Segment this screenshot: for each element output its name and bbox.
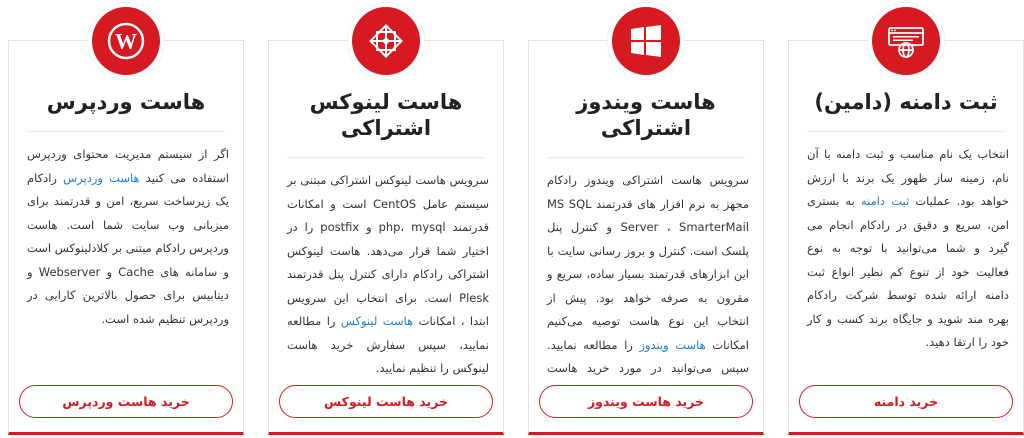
divider [547,157,745,158]
divider [287,157,485,158]
card-windows-hosting [528,40,764,435]
card-linux-hosting [268,40,504,435]
buy-linux-hosting-button[interactable]: خرید هاست لینوکس [279,385,493,418]
card-title: هاست لینوکس اشتراکی [309,90,463,140]
divider [807,131,1005,132]
card-title: هاست وردپرس [46,90,206,114]
divider [27,131,225,132]
centos-icon [352,7,420,75]
windows-icon [612,7,680,75]
buy-windows-hosting-button[interactable]: خرید هاست ویندوز [539,385,753,418]
svg-text:W: W [115,28,137,54]
buy-wordpress-hosting-button[interactable]: خرید هاست وردپرس [19,385,233,418]
domain-icon [872,7,940,75]
windows-hosting-link[interactable]: هاست ویندوز [639,337,706,352]
buy-domain-button[interactable]: خرید دامنه [799,385,1013,418]
card-wordpress-hosting [8,28,244,435]
card-description: انتخاب یک نام مناسب و ثبت دامنه با آن نام، زمینه ساز ظهور یک برند با ارزش خواهد بود. عملیات ثبت دامنه به بستری امن، سریع و دقیق در رادکام انجام می گیرد و شما می‌توانید با توجه به نوع فعالیت خود از تنوع کم نظیر انواع ثبت دامنه ارائه شده توسط شرکت رادکام بهره مند شوید و جایگاه برند کسب و کار خود را ارتقا دهید. [807,147,1009,349]
card-description: سرویس هاست اشتراکی ویندوز رادکام مجهز به نرم افزار های قدرتمند MS SQL Server ، SmarterMail و کنترل پنل پلسک است. کنترل و بروز رسانی سایت با این ابزارهای قدرتمند بسیار ساده، سریع و مقرون به صرفه خواهد بود. پیش از انتخاب این نوع هاست توصیه می‌کنیم امکانات هاست ویندوز را مطالعه نمایید. سپس می‌توانید در مورد خرید هاست [547,173,749,375]
card-domain-registration [788,40,1024,435]
card-title: ثبت دامنه (دامین) [814,90,998,114]
wordpress-icon [92,7,160,75]
card-description: اگر از سیستم مدیریت محتوای وردپرس استفاده می کنید هاست وردپرس رادکام یک زیرساخت سریع، امن و قدرتمند برای میزبانی وب سایت شما است. هاست وردپرس رادکام مبتنی بر کلادلینوکس است و سامانه های Cache و Webserver و دیتابیس برای حصول بالاترین کارایی در وردپرس تنظیم شده است. [27,147,230,326]
card-description: سرویس هاست لینوکس اشتراکی مبتنی بر سیستم عامل CentOS است و امکانات قدرتمند php، mysql و postfix را در اختیار شما قرار می‌دهد. هاست لینوکس اشتراکی رادکام دارای کنترل پنل قدرتمند Plesk است. برای انتخاب این سرویس ابتدا ، امکانات هاست لینوکس را مطالعه نمایید، سپس سفارش خرید هاست لینوکس را تنظیم نمایید. [287,173,489,375]
card-title: هاست ویندوز اشتراکی [576,90,716,140]
linux-hosting-link[interactable]: هاست لینوکس [340,314,414,328]
domain-registration-link[interactable]: ثبت دامنه [860,194,910,208]
wordpress-hosting-link[interactable]: هاست وردپرس [63,170,140,185]
